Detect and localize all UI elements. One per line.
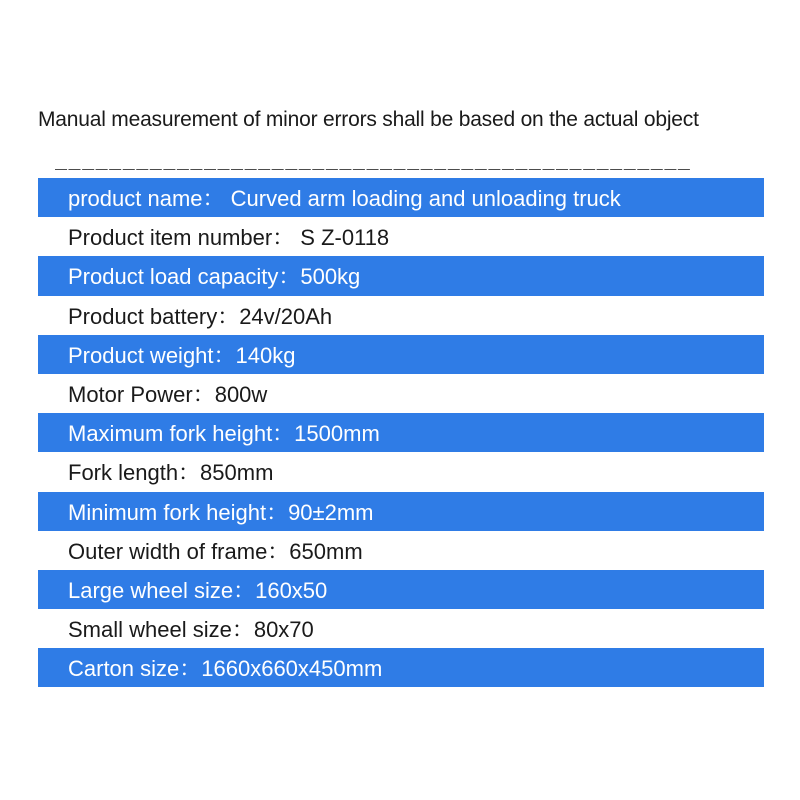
- spec-row: Product load capacity：500kg: [38, 256, 764, 295]
- spec-row: Outer width of frame：650mm: [68, 538, 363, 564]
- spec-row: Small wheel size：80x70: [68, 617, 314, 643]
- spec-row: Maximum fork height：1500mm: [38, 413, 764, 452]
- dashed-divider: _______________________________________________: [55, 146, 692, 170]
- measurement-note: Manual measurement of minor errors shall be based on the actual object: [38, 108, 699, 131]
- spec-row: Motor Power：800w: [68, 382, 268, 408]
- spec-row: product name： Curved arm loading and unloading truck: [38, 178, 764, 217]
- spec-list: [38, 178, 764, 687]
- spec-row: Carton size：1660x660x450mm: [38, 648, 764, 687]
- spec-row: Product battery：24v/20Ah: [68, 303, 333, 329]
- spec-row: Product item number： S Z-0118: [68, 225, 390, 251]
- spec-row: Product weight：140kg: [38, 335, 764, 374]
- spec-row: Minimum fork height：90±2mm: [38, 492, 764, 531]
- spec-row: Fork length：850mm: [68, 460, 274, 486]
- spec-row: Large wheel size：160x50: [38, 570, 764, 609]
